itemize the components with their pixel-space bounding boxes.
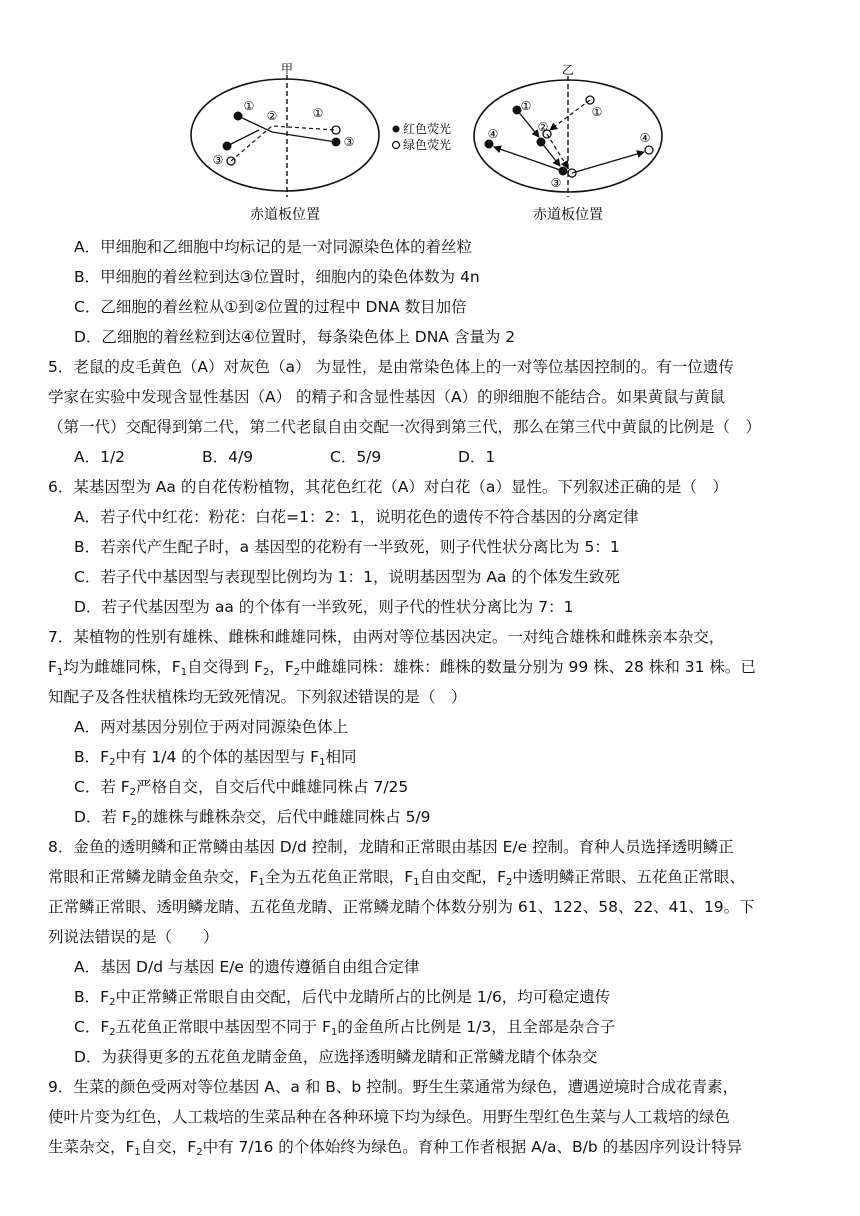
q4-option-a: A．甲细胞和乙细胞中均标记的是一对同源染色体的着丝粒 [74,238,473,256]
q8-option-a: A．基因 D/d 与基因 E/e 的遗传遵循自由组合定律 [74,958,420,976]
q7-option-d: D．若 $F_2$的雄株与雌株杂交，后代中雌雄同株占 5/9 [74,808,431,828]
q8-stem-line: 列说法错误的是（ ） [48,928,219,946]
q5-option-a: A．1/2 [74,448,126,466]
green-dot [645,146,653,154]
legend-green: 绿色荧光 [403,138,452,152]
cell-jia-caption: 赤道板位置 [250,207,320,223]
position-label: ③ [212,153,224,167]
q7-stem-line: 知配子及各性状植株均无致死情况。下列叙述错误的是（ ） [48,688,467,706]
cell-jia [191,62,379,223]
red-dot-legend-icon [393,126,400,133]
position-label: ③ [343,135,355,149]
q6-option-b: B．若亲代产生配子时，a 基因型的花粉有一半致死，则子代性状分离比为 5：1 [74,538,620,556]
q6-option-c: C．若子代中基因型与表现型比例均为 1：1，说明基因型为 Aa 的个体发生致死 [74,568,620,586]
position-label: ② [537,120,549,134]
q8-option-d: D．为获得更多的五花鱼龙睛金鱼，应选择透明鳞龙睛和正常鳞龙睛个体杂交 [74,1048,598,1066]
figure-svg [0,0,860,232]
q5-stem-line: 5．老鼠的皮毛黄色（A）对灰色（a） 为显性，是由常染色体上的一对等位基因控制的。有一位遗传 [48,358,734,376]
position-label: ② [266,109,278,123]
q6-option-d: D．若子代基因型为 aa 的个体有一半致死，则子代的性状分离比为 7：1 [74,598,574,616]
q4-option-b: B．甲细胞的着丝粒到达③位置时，细胞内的染色体数为 4n [74,268,480,286]
cell-yi [474,63,662,223]
position-label: ① [243,99,255,113]
q4-option-c: C．乙细胞的着丝粒从①到②位置的过程中 DNA 数目加倍 [74,298,467,316]
question-content [48,232,818,1162]
cell-yi-caption: 赤道板位置 [533,207,603,223]
q9-stem-line: 生菜杂交，$F_1$自交，$F_2$中有 7/16 的个体始终为绿色。育种工作者根据 A/a、B/b 的基因序列设计特异 [48,1138,743,1158]
q8-option-b: B．$F_2$中正常鳞正常眼自由交配，后代中龙睛所占的比例是 1/6，均可稳定遗传 [74,988,611,1008]
q8-stem-line: 8．金鱼的透明鳞和正常鳞由基因 D/d 控制，龙睛和正常眼由基因 E/e 控制。育种人员选择透明鳞正 [48,838,734,856]
position-label: ① [312,106,324,120]
q7-option-c: C．若 $F_2$严格自交，自交后代中雌雄同株占 7/25 [74,778,409,798]
legend [393,121,452,152]
q5-option-b: B．4/9 [202,448,254,466]
green-dot-legend-icon [393,142,400,149]
figure [0,0,860,232]
q7-stem-line: 7．某植物的性别有雄株、雌株和雌雄同株，由两对等位基因决定。一对纯合雄株和雌株亲本杂交， [48,628,725,646]
legend-red: 红色荧光 [403,122,452,136]
cell-yi-label: 乙 [561,63,575,77]
position-label: ④ [487,127,499,141]
q9-stem-line: 使叶片变为红色，人工栽培的生菜品种在各种环境下均为绿色。用野生型红色生菜与人工栽培的绿色 [48,1108,731,1126]
q8-stem-line: 常眼和正常鳞龙睛金鱼杂交，$F_1$全为五花鱼正常眼，$F_1$自由交配，$F_2$中透明鳞正常眼、五花鱼正常眼、 [48,868,745,888]
q7-option-a: A．两对基因分别位于两对同源染色体上 [74,718,349,736]
q8-option-c: C．$F_2$五花鱼正常眼中基因型不同于 $F_1$的金鱼所占比例是 1/3，且全部是杂合子 [74,1018,616,1038]
q5-option-c: C．5/9 [330,448,382,466]
q6-option-a: A．若子代中红花：粉花：白花=1：2：1，说明花色的遗传不符合基因的分离定律 [74,508,639,526]
position-label: ① [591,105,603,119]
position-label: ③ [550,176,562,190]
q5-option-d: D．1 [458,448,496,466]
q7-option-b: B．$F_2$中有 1/4 的个体的基因型与 $F_1$相同 [74,748,357,768]
q5-stem-line: （第一代）交配得到第二代，第二代老鼠自由交配一次得到第三代，那么在第三代中黄鼠的比例是（ ） [48,418,762,436]
position-label: ④ [639,131,651,145]
q8-stem-line: 正常鳞正常眼、透明鳞龙睛、五花鱼龙睛、正常鳞龙睛个体数分别为 61、122、58、22、41、19。下 [48,898,755,916]
q9-stem-line: 9．生菜的颜色受两对等位基因 A、a 和 B、b 控制。野生生菜通常为绿色，遭遇逆境时合成花青素， [48,1078,739,1096]
q6-stem: 6．某基因型为 Aa 的自花传粉植物，其花色红花（A）对白花（a）显性。下列叙述正确的是（ ） [48,478,728,496]
position-label: ① [520,99,532,113]
q5-options [48,442,818,472]
q5-stem-line: 学家在实验中发现含显性基因（A） 的精子和含显性基因（A）的卵细胞不能结合。如果黄鼠与黄鼠 [48,388,726,406]
q4-option-d: D．乙细胞的着丝粒到达④位置时，每条染色体上 DNA 含量为 2 [74,328,516,346]
q7-stem-line: $F_1$均为雌雄同株，$F_1$自交得到 $F_2$，$F_2$中雌雄同株：雄株：雌株的数量分别为 99 株、28 株和 31 株。已 [48,658,756,678]
cell-jia-label: 甲 [280,62,294,76]
